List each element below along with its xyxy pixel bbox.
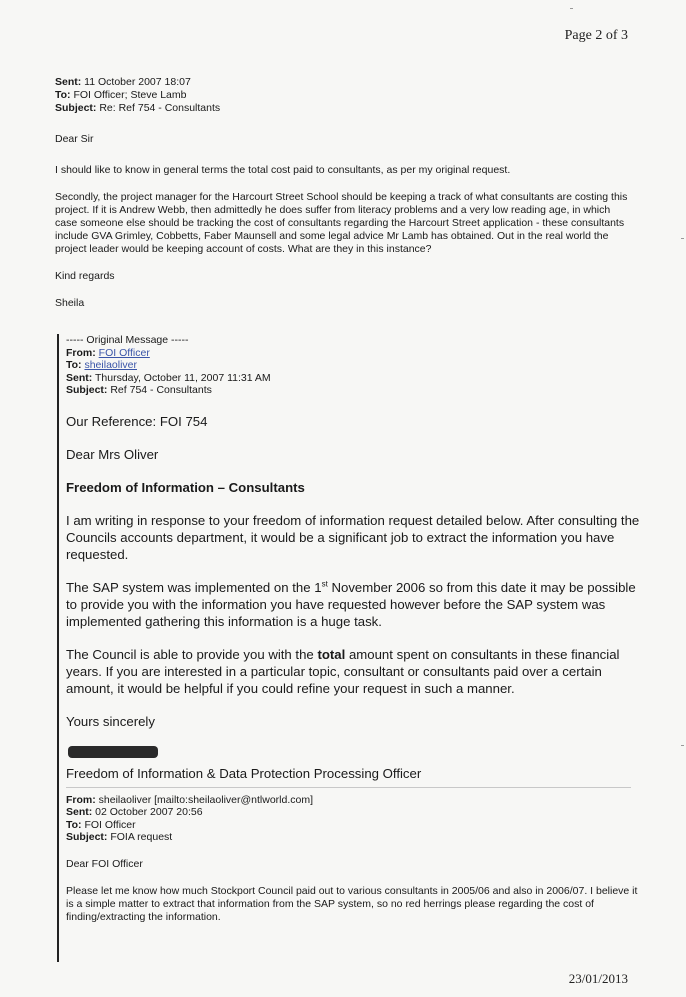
original-paragraph-2: The SAP system was implemented on the 1st November 2006 so from this date it may be possible to provide you with the information you have requested however before the SAP system was implemented gathering this information is a huge task. bbox=[66, 579, 636, 629]
from-value: sheilaoliver [mailto:sheilaoliver@ntlworld.com] bbox=[98, 793, 313, 806]
salutation: Dear Sir bbox=[55, 133, 94, 145]
original-salutation: Dear Mrs Oliver bbox=[66, 446, 159, 462]
to-value: FOI Officer bbox=[84, 818, 136, 831]
earlier-salutation: Dear FOI Officer bbox=[66, 857, 143, 870]
scan-mark bbox=[570, 8, 573, 9]
page-number: Page 2 of 3 bbox=[564, 28, 628, 43]
subject-label: Subject: bbox=[66, 384, 108, 396]
redacted-signature bbox=[68, 746, 158, 758]
separator bbox=[66, 787, 631, 788]
subject-label: Subject: bbox=[55, 102, 97, 114]
sent-label: Sent: bbox=[55, 76, 82, 88]
sent-value: Thursday, October 11, 2007 11:31 AM bbox=[94, 371, 271, 384]
from-label: From: bbox=[66, 793, 96, 806]
paragraph-2: Secondly, the project manager for the Harcourt Street School should be keeping a track of what consultants are costing this project. If it is Andrew Webb, then admittedly he does suffer from literacy problems and a very low reading age, in which case someone else should be tracking the cost of consultants regarding the Harcourt Street application - these consultants include GVA Grimley, Cobbetts, Faber Maunsell and some legal advice Mr Lamb has obtained. Out in the real world the project leader would be keeping account of costs. What are they in this instance? bbox=[55, 191, 628, 255]
reply-email bbox=[55, 76, 635, 310]
signature: Sheila bbox=[55, 297, 85, 309]
original-closing: Yours sincerely bbox=[66, 713, 155, 729]
closing: Kind regards bbox=[55, 270, 115, 282]
subject-value: Ref 754 - Consultants bbox=[110, 384, 212, 396]
to-label: To: bbox=[66, 818, 82, 831]
subject-value: Re: Ref 754 - Consultants bbox=[99, 102, 221, 114]
sent-label: Sent: bbox=[66, 806, 93, 818]
original-message-line: ----- Original Message ----- bbox=[66, 334, 189, 346]
earlier-message-header bbox=[66, 794, 642, 844]
original-message-header bbox=[66, 334, 642, 397]
reply-email-header bbox=[55, 76, 635, 115]
reference: Our Reference: FOI 754 bbox=[66, 413, 208, 429]
original-paragraph-3: The Council is able to provide you with the total amount spent on consultants in these financial years. If you are interested in a particular topic, consultant or consultants paid over a certain amount, it would be helpful if you could refine your request in such a manner. bbox=[66, 646, 620, 696]
to-label: To: bbox=[66, 359, 82, 371]
footer-date: 23/01/2013 bbox=[568, 971, 628, 986]
quoted-thread bbox=[57, 334, 642, 962]
sent-value: 11 October 2007 18:07 bbox=[84, 76, 191, 88]
from-link[interactable]: FOI Officer bbox=[98, 346, 150, 359]
subject-value: FOIA request bbox=[110, 831, 173, 843]
officer-title: Freedom of Information & Data Protection Processing Officer bbox=[66, 765, 422, 781]
scan-mark bbox=[681, 745, 684, 746]
to-label: To: bbox=[55, 89, 71, 101]
to-value: FOI Officer; Steve Lamb bbox=[73, 89, 187, 101]
paragraph-1: I should like to know in general terms the total cost paid to consultants, as per my original request. bbox=[55, 164, 511, 176]
from-label: From: bbox=[66, 346, 96, 359]
sent-label: Sent: bbox=[66, 371, 93, 384]
earlier-paragraph: Please let me know how much Stockport Council paid out to various consultants in 2005/06 and also in 2006/07. I believe it is a simple matter to extract that information from the SAP system, so no red herrings please regarding the cost of finding/extracting the information. bbox=[66, 884, 638, 923]
subject-label: Subject: bbox=[66, 831, 108, 843]
scan-mark bbox=[681, 238, 684, 239]
foi-heading: Freedom of Information – Consultants bbox=[66, 479, 305, 495]
sent-value: 02 October 2007 20:56 bbox=[95, 806, 203, 818]
original-paragraph-1: I am writing in response to your freedom of information request detailed below. After consulting the Councils accounts department, it would be a significant job to extract the information you have requested. bbox=[66, 512, 640, 562]
to-link[interactable]: sheilaoliver bbox=[84, 359, 137, 371]
